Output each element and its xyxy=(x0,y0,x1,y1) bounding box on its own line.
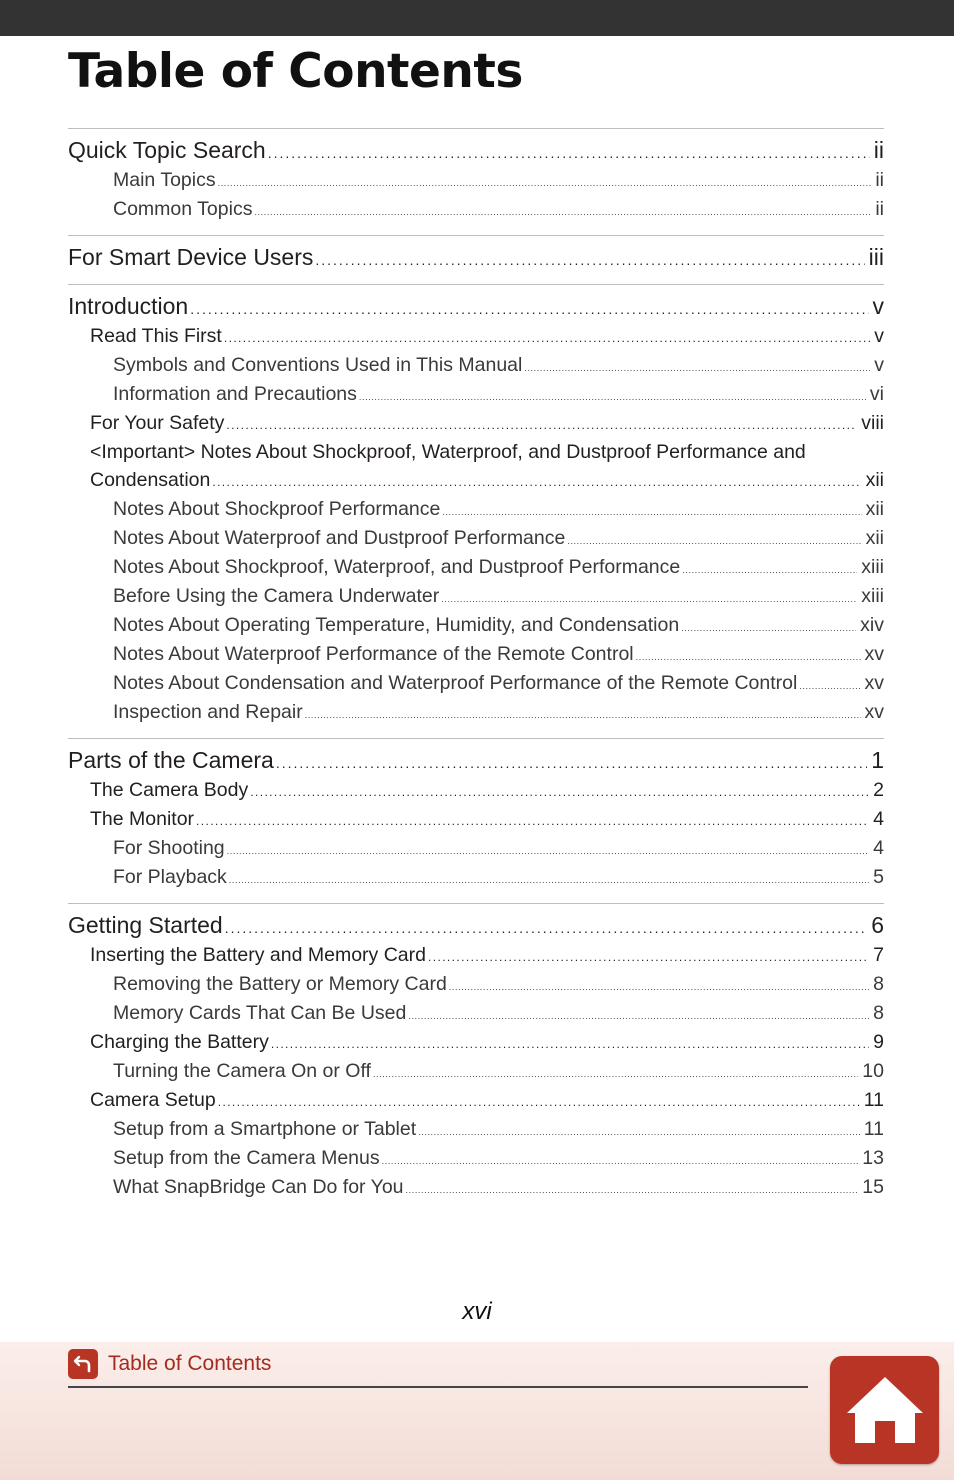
toc-subentry[interactable] xyxy=(68,166,884,195)
toc-entry-page: 9 xyxy=(873,1031,884,1053)
toc-entry[interactable] xyxy=(68,1086,884,1115)
toc-entry[interactable] xyxy=(68,776,884,805)
toc-entry-title: The Monitor xyxy=(90,808,195,830)
toc-subentry-page: xii xyxy=(865,498,884,520)
dot-leader xyxy=(382,1147,859,1176)
toc-subentry[interactable] xyxy=(68,1115,884,1144)
dot-leader xyxy=(315,244,864,276)
dot-leader xyxy=(681,614,856,643)
page-title: Table of Contents xyxy=(68,44,523,99)
toc-entry-page: v xyxy=(874,325,884,347)
toc-chapter[interactable] xyxy=(68,290,884,322)
toc-subentry-title: For Shooting xyxy=(113,837,225,859)
toc-subentry[interactable] xyxy=(68,351,884,380)
toc-chapter-page: ii xyxy=(873,137,884,163)
toc-subentry[interactable] xyxy=(68,1144,884,1173)
toc-chapter[interactable] xyxy=(68,134,884,166)
toc-chapter-title: Getting Started xyxy=(68,912,223,938)
toc-entry[interactable] xyxy=(68,805,884,834)
footer-divider xyxy=(68,1386,808,1388)
dot-leader xyxy=(254,198,871,227)
toc-entry-page: 2 xyxy=(873,779,884,801)
toc-subentry-title: For Playback xyxy=(113,866,227,888)
toc-subentry[interactable] xyxy=(68,524,884,553)
toc-entry[interactable] xyxy=(68,409,884,438)
page-number: xvi xyxy=(462,1298,492,1325)
toc-entry-title: The Camera Body xyxy=(90,779,249,801)
toc-subentry-title: Notes About Waterproof Performance of the Remote Control xyxy=(113,643,634,665)
toc-subentry-title: Common Topics xyxy=(113,198,253,220)
dot-leader xyxy=(636,643,861,672)
toc-subentry-page: 13 xyxy=(862,1147,884,1169)
toc-section xyxy=(68,903,884,1213)
dot-leader xyxy=(250,778,869,807)
toc-subentry-page: xiii xyxy=(861,556,884,578)
toc-subentry-page: xv xyxy=(864,701,884,723)
dot-leader xyxy=(682,556,857,585)
dot-leader xyxy=(359,383,866,412)
dot-leader xyxy=(373,1060,858,1089)
toc-subentry[interactable] xyxy=(68,999,884,1028)
toc-subentry-title: Symbols and Conventions Used in This Manual xyxy=(113,354,523,376)
back-arrow-icon xyxy=(68,1349,98,1379)
toc-section xyxy=(68,128,884,235)
toc-chapter[interactable] xyxy=(68,744,884,776)
toc-subentry-title: Notes About Shockproof Performance xyxy=(113,498,441,520)
toc-entry-title: Camera Setup xyxy=(90,1089,216,1111)
toc-subentry-page: xv xyxy=(864,643,884,665)
toc-subentry-title: Setup from a Smartphone or Tablet xyxy=(113,1118,417,1140)
toc-subentry-page: vi xyxy=(869,383,884,405)
dot-leader xyxy=(408,1002,869,1031)
dot-leader xyxy=(226,411,857,440)
toc-link[interactable] xyxy=(68,1349,271,1379)
toc-subentry[interactable] xyxy=(68,698,884,727)
toc-subentry-title: Removing the Battery or Memory Card xyxy=(113,973,447,995)
toc-entry-page: 4 xyxy=(873,808,884,830)
toc-entry-page: xii xyxy=(865,469,884,491)
toc-subentry[interactable] xyxy=(68,380,884,409)
dot-leader xyxy=(218,1088,860,1117)
dot-leader xyxy=(799,672,860,701)
toc-subentry-page: 10 xyxy=(862,1060,884,1082)
toc-entry-title: Read This First xyxy=(90,325,222,347)
dot-leader xyxy=(406,1176,859,1205)
toc-entry-title: For Your Safety xyxy=(90,412,225,434)
toc-subentry-page: 11 xyxy=(863,1118,884,1140)
toc-entry[interactable] xyxy=(68,466,884,495)
toc-subentry-page: v xyxy=(874,354,884,376)
toc-subentry[interactable] xyxy=(68,1057,884,1086)
dot-leader xyxy=(449,973,869,1002)
dot-leader xyxy=(428,943,869,972)
toc-subentry-page: 5 xyxy=(873,866,884,888)
toc-chapter-page: iii xyxy=(868,244,884,270)
toc-subentry-page: 8 xyxy=(873,973,884,995)
toc-subentry-title: What SnapBridge Can Do for You xyxy=(113,1176,404,1198)
toc-subentry[interactable] xyxy=(68,834,884,863)
toc-subentry-title: Turning the Camera On or Off xyxy=(113,1060,371,1082)
toc-subentry-title: Main Topics xyxy=(113,169,216,191)
toc-link-label: Table of Contents xyxy=(108,1352,272,1375)
toc-subentry-title: Setup from the Camera Menus xyxy=(113,1147,380,1169)
toc-subentry[interactable] xyxy=(68,863,884,892)
toc-subentry[interactable] xyxy=(68,611,884,640)
toc-entry-title: Condensation xyxy=(90,469,211,491)
toc-chapter-page: v xyxy=(872,293,884,319)
dot-leader xyxy=(268,137,870,169)
toc-entry[interactable] xyxy=(68,322,884,351)
toc-subentry-page: ii xyxy=(875,198,884,220)
toc-chapter-page: 1 xyxy=(871,747,884,773)
toc-subentry-title: Notes About Shockproof, Waterproof, and Dustproof Performance xyxy=(113,556,681,578)
toc-chapter-page: 6 xyxy=(871,912,884,938)
home-icon xyxy=(843,1373,927,1447)
toc-chapter-title: For Smart Device Users xyxy=(68,244,314,270)
toc-subentry-title: Notes About Operating Temperature, Humidity, and Condensation xyxy=(113,614,680,636)
dot-leader xyxy=(190,293,868,325)
toc-entry-title-line1[interactable]: <Important> Notes About Shockproof, Waterproof, and Dustproof Performance and xyxy=(90,441,806,463)
toc-subentry[interactable] xyxy=(68,970,884,999)
dot-leader xyxy=(224,324,870,353)
toc-chapter[interactable] xyxy=(68,241,884,273)
toc-entry-page: viii xyxy=(861,412,884,434)
toc-subentry[interactable] xyxy=(68,669,884,698)
toc-subentry-page: xiii xyxy=(861,585,884,607)
toc-chapter-title: Parts of the Camera xyxy=(68,747,274,773)
toc-subentry-page: xiv xyxy=(860,614,884,636)
toc-subentry[interactable] xyxy=(68,1173,884,1202)
toc-chapter-title: Introduction xyxy=(68,293,189,319)
toc-section xyxy=(68,284,884,738)
toc-subentry-page: ii xyxy=(875,169,884,191)
dot-leader xyxy=(271,1030,869,1059)
dot-leader xyxy=(276,747,867,779)
dot-leader xyxy=(418,1118,860,1147)
dot-leader xyxy=(227,837,869,866)
toc-entry[interactable] xyxy=(68,941,884,970)
toc-chapter-title: Quick Topic Search xyxy=(68,137,266,163)
toc-section xyxy=(68,738,884,903)
table-of-contents xyxy=(68,128,884,1213)
dot-leader xyxy=(196,807,869,836)
toc-subentry-title: Before Using the Camera Underwater xyxy=(113,585,440,607)
toc-entry-title: Inserting the Battery and Memory Card xyxy=(90,944,426,966)
home-button[interactable] xyxy=(830,1356,939,1464)
toc-entry-title: Charging the Battery xyxy=(90,1031,269,1053)
toc-subentry-title: Information and Precautions xyxy=(113,383,357,405)
toc-subentry-title: Inspection and Repair xyxy=(113,701,303,723)
toc-subentry-page: 15 xyxy=(862,1176,884,1198)
toc-subentry-page: xv xyxy=(864,672,884,694)
toc-subentry-page: 4 xyxy=(873,837,884,859)
toc-subentry-title: Notes About Condensation and Waterproof Performance of the Remote Control xyxy=(113,672,798,694)
dot-leader xyxy=(442,498,861,527)
toc-subentry[interactable] xyxy=(68,640,884,669)
dot-leader xyxy=(225,912,868,944)
dot-leader xyxy=(441,585,857,614)
toc-subentry-title: Notes About Waterproof and Dustproof Performance xyxy=(113,527,566,549)
toc-entry-page: 7 xyxy=(873,944,884,966)
toc-subentry-page: 8 xyxy=(873,1002,884,1024)
toc-subentry[interactable] xyxy=(68,553,884,582)
dot-leader xyxy=(524,354,870,383)
toc-section xyxy=(68,235,884,284)
dot-leader xyxy=(229,866,869,895)
toc-entry-page: 11 xyxy=(863,1089,884,1111)
top-bar xyxy=(0,0,954,36)
dot-leader xyxy=(212,468,861,497)
toc-subentry[interactable] xyxy=(68,195,884,224)
toc-subentry-page: xii xyxy=(865,527,884,549)
dot-leader xyxy=(218,169,872,198)
toc-entry[interactable] xyxy=(68,1028,884,1057)
toc-subentry[interactable] xyxy=(68,495,884,524)
toc-subentry-title: Memory Cards That Can Be Used xyxy=(113,1002,407,1024)
toc-subentry[interactable] xyxy=(68,582,884,611)
toc-chapter[interactable] xyxy=(68,909,884,941)
dot-leader xyxy=(567,527,861,556)
dot-leader xyxy=(305,701,861,730)
